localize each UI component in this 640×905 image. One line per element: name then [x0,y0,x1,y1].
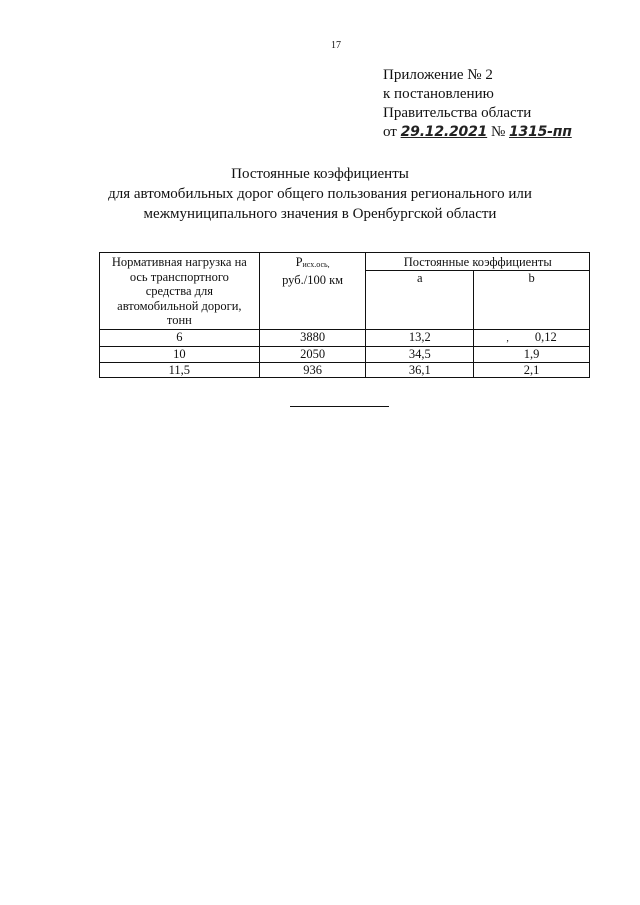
stray-comma-mark: , [506,332,509,344]
header-p-unit: руб./100 км [282,272,344,287]
end-rule [290,406,389,407]
number-sign: № [490,124,506,140]
header-load-line: средства для [145,284,214,298]
cell-load: 11,5 [100,362,260,378]
cell-a: 13,2 [366,329,474,347]
document-title [60,164,580,224]
table-header-row [100,253,590,271]
appendix-block [383,66,572,142]
table-row [100,362,590,378]
appendix-line-1: Приложение № 2 [383,67,493,83]
cell-a: 36,1 [366,362,474,378]
date-prefix: от [383,124,397,140]
header-load-line: ось транспортного [129,269,229,284]
header-p-symbol [260,255,366,273]
table-row [100,329,590,347]
header-load-line: Нормативная нагрузка на [111,255,247,269]
header-coef-a: a [366,270,474,329]
appendix-line-2: к постановлению [383,86,494,102]
p-subscript: исх.ось, [302,260,330,269]
cell-b [474,329,590,347]
cell-load: 10 [100,347,260,363]
title-line-1: Постоянные коэффициенты [231,166,409,182]
handwritten-number: 1315-пп [509,124,572,140]
header-load [100,253,260,330]
cell-b: 1,9 [474,347,590,363]
appendix-date-line [383,123,572,142]
cell-load: 6 [100,329,260,347]
cell-a: 34,5 [366,347,474,363]
cell-b-value: 0,12 [534,329,557,344]
header-coef-b: b [474,270,590,329]
title-line-3: межмуниципального значения в Оренбургской области [143,206,497,222]
appendix-line-3: Правительства области [383,105,532,121]
coefficients-table [99,252,590,378]
header-p-base [259,253,366,330]
cell-p: 936 [259,362,366,378]
p-letter: P [295,255,303,269]
cell-p: 3880 [259,329,366,347]
header-load-line: тонн [166,313,192,327]
page-number: 17 [331,40,341,51]
header-coefficients: Постоянные коэффициенты [366,253,590,271]
header-load-line: автомобильной дороги, [117,298,242,313]
handwritten-date: 29.12.2021 [400,124,488,140]
table-row [100,347,590,363]
title-line-2: для автомобильных дорог общего пользования регионального или [108,186,532,202]
cell-b: 2,1 [474,362,590,378]
cell-p: 2050 [259,347,366,363]
